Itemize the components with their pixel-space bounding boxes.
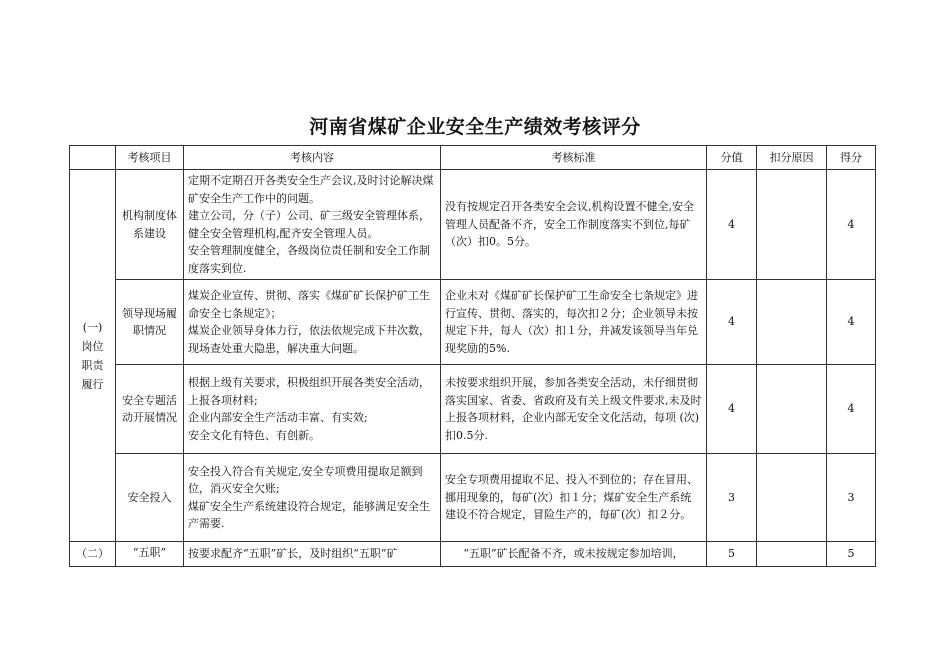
- row-content: [184, 170, 441, 280]
- header-deduct-reason: 扣分原因: [757, 146, 827, 170]
- header-blank: [70, 146, 116, 170]
- row-deduct-reason: [757, 542, 827, 567]
- row-item: 领导现场履职情况: [116, 280, 184, 365]
- content-line: 企业内部安全生产活动丰富、有实效;: [188, 411, 368, 424]
- row-deduct-reason: [757, 170, 827, 280]
- row-standard: 未按要求组织开展，参加各类安全活动，未仔细贯彻落实国家、省委、省政府及有关上级文件要求,未及时上报各项材料，企业内部无安全文化活动，每项 (次)扣0.5分.: [441, 365, 707, 454]
- row-content: [184, 280, 441, 365]
- header-score: 分值: [707, 146, 757, 170]
- content-line: 根据上级有关要求，积极组织开展各类安全活动，上报各项材料;: [188, 376, 430, 407]
- row-score: 4: [707, 170, 757, 280]
- header-item: 考核项目: [116, 146, 184, 170]
- row-content: [184, 454, 441, 542]
- row-deduct-reason: [757, 365, 827, 454]
- table-header-row: [70, 146, 876, 170]
- document-title: 河南省煤矿企业安全生产绩效考核评分: [309, 116, 641, 138]
- section-label: (一)岗位职责履行: [70, 170, 116, 542]
- row-deduct-reason: [757, 454, 827, 542]
- row-score: 5: [707, 542, 757, 567]
- row-score: 4: [707, 280, 757, 365]
- content-line: 安全管理制度健全，各级岗位责任制和安全工作制度落实到位.: [188, 244, 430, 275]
- content-line: 煤炭企业领导身体力行，依法依规完成下井次数，现场查处重大隐患，解决重大问题。: [188, 324, 430, 355]
- row-standard: 企业未对《煤矿矿长保护矿工生命安全七条规定》进行宣传、贯彻、落实的，每次扣２分；企业领导未按规定下井，每人（次）扣１分，并减发该领导当年兑现奖励的5%.: [441, 280, 707, 365]
- table-row: [70, 280, 876, 365]
- row-content: [184, 365, 441, 454]
- header-content: 考核内容: [184, 146, 441, 170]
- table-row: [70, 365, 876, 454]
- table-row: [70, 454, 876, 542]
- header-standard: 考核标准: [441, 146, 707, 170]
- section-label: （二）: [70, 542, 116, 567]
- row-item: 机构制度体系建设: [116, 170, 184, 280]
- table-row: [70, 542, 876, 567]
- row-standard: “五职”矿长配备不齐，或未按规定参加培训，: [441, 542, 707, 567]
- row-earned: 4: [827, 170, 876, 280]
- content-line: 按要求配齐“五职”矿长，及时组织“五职”矿: [188, 547, 398, 561]
- header-earned: 得分: [827, 146, 876, 170]
- row-item: “五职”: [116, 542, 184, 567]
- row-deduct-reason: [757, 280, 827, 365]
- row-standard: 安全专项费用提取不足、投入不到位的；存在冒用、挪用现象的，每矿(次）扣１分；煤矿安全生产系统建设不符合规定，冒险生产的，每矿(次）扣２分。: [441, 454, 707, 542]
- row-item: 安全投入: [116, 454, 184, 542]
- row-earned: 4: [827, 280, 876, 365]
- row-content: [184, 542, 441, 567]
- row-item: 安全专题活动开展情况: [116, 365, 184, 454]
- row-earned: 5: [827, 542, 876, 567]
- row-score: 3: [707, 454, 757, 542]
- row-standard: 没有按规定召开各类安全会议,机构设置不健全,安全管理人员配备不齐，安全工作制度落实不到位,每矿（次）扣0。5分。: [441, 170, 707, 280]
- row-score: 4: [707, 365, 757, 454]
- row-earned: 3: [827, 454, 876, 542]
- score-table: [69, 145, 876, 567]
- content-line: 建立公司，分（子）公司、矿三级安全管理体系，健全安全管理机构,配齐安全管理人员。: [188, 209, 430, 240]
- row-earned: 4: [827, 365, 876, 454]
- table-row: [70, 170, 876, 280]
- content-line: 安全投入符合有关规定,安全专项费用提取足额到位，消灭安全欠账;: [188, 464, 423, 495]
- content-line: 安全文化有特色、有创新。: [188, 428, 320, 442]
- content-line: 煤炭企业宣传、贯彻、落实《煤矿矿长保护矿工生命安全七条规定》；: [188, 289, 430, 320]
- content-line: 定期不定期召开各类安全生产会议,及时讨论解决煤矿安全生产工作中的问题。: [188, 174, 434, 205]
- content-line: 煤矿安全生产系统建设符合规定，能够满足安全生产需要.: [188, 499, 430, 530]
